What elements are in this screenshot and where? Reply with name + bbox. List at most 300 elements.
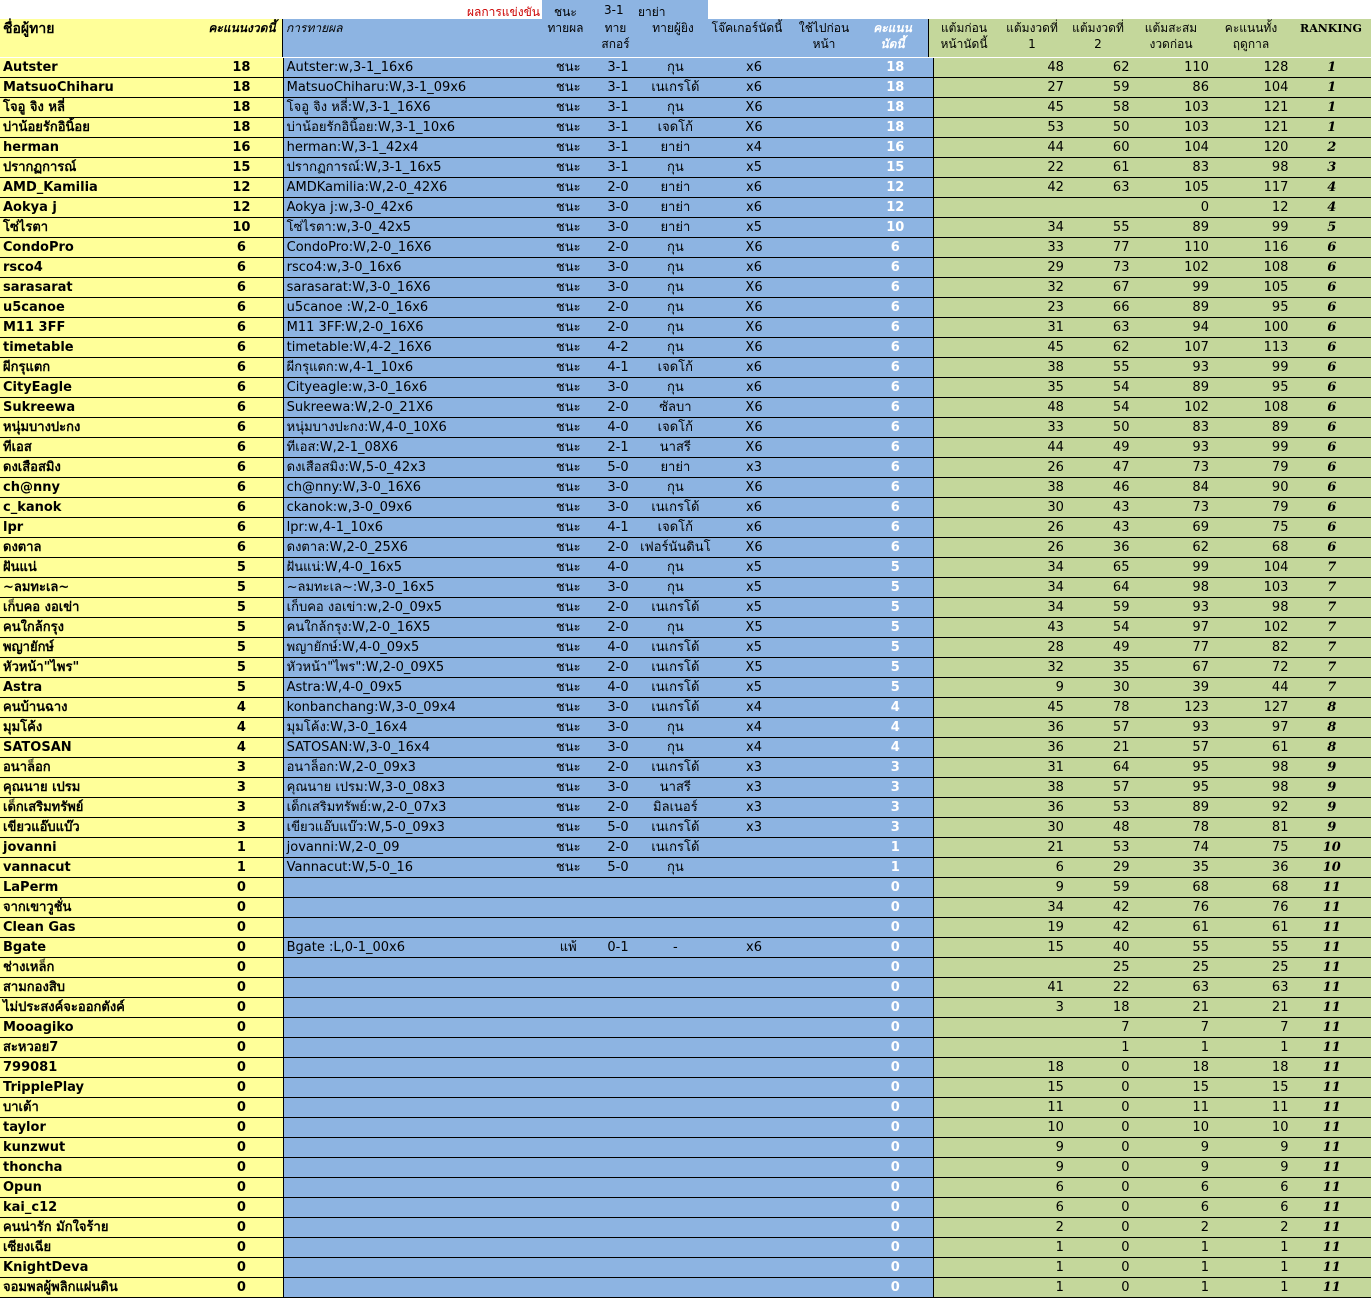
guess-scorer[interactable] bbox=[635, 1238, 715, 1258]
prediction-text[interactable]: อนาล็อก:W,2-0_09x3 bbox=[283, 758, 536, 778]
used-before[interactable] bbox=[793, 578, 858, 598]
points-this-match[interactable]: 0 bbox=[858, 958, 933, 978]
guess-scorer[interactable]: กุน bbox=[635, 278, 715, 298]
points-accumulated[interactable]: 94 bbox=[1133, 318, 1213, 338]
points-round-2[interactable]: 30 bbox=[1068, 678, 1134, 698]
season-total[interactable]: 97 bbox=[1213, 718, 1293, 738]
points-this-match[interactable]: 5 bbox=[858, 638, 933, 658]
season-total[interactable]: 102 bbox=[1213, 618, 1293, 638]
points-before-match[interactable] bbox=[933, 1118, 1002, 1138]
ranking[interactable]: 6 bbox=[1292, 298, 1371, 318]
prediction-text[interactable]: timetable:W,4-2_16X6 bbox=[283, 338, 536, 358]
points-this-round[interactable]: 0 bbox=[200, 1118, 283, 1138]
player-name[interactable]: จากเขาวูชั่น bbox=[0, 898, 200, 918]
points-this-match[interactable]: 5 bbox=[858, 678, 933, 698]
points-round-1[interactable]: 27 bbox=[1002, 78, 1068, 98]
guess-result[interactable]: ชนะ bbox=[536, 298, 601, 318]
season-total[interactable]: 75 bbox=[1213, 838, 1293, 858]
points-round-1[interactable]: 44 bbox=[1002, 438, 1068, 458]
points-this-match[interactable]: 3 bbox=[858, 818, 933, 838]
points-accumulated[interactable]: 84 bbox=[1133, 478, 1213, 498]
points-before-match[interactable] bbox=[933, 1058, 1002, 1078]
points-this-match[interactable]: 5 bbox=[858, 618, 933, 638]
points-this-match[interactable]: 6 bbox=[858, 398, 933, 418]
points-this-match[interactable]: 3 bbox=[858, 798, 933, 818]
season-total[interactable]: 1 bbox=[1213, 1278, 1293, 1298]
points-round-1[interactable]: 6 bbox=[1002, 1178, 1068, 1198]
points-this-round[interactable]: 3 bbox=[200, 818, 283, 838]
points-round-2[interactable]: 0 bbox=[1068, 1258, 1134, 1278]
prediction-text[interactable]: Astra:W,4-0_09x5 bbox=[283, 678, 536, 698]
points-this-match[interactable]: 6 bbox=[858, 298, 933, 318]
guess-score[interactable]: 5-0 bbox=[601, 858, 636, 878]
points-round-2[interactable]: 36 bbox=[1068, 538, 1134, 558]
points-accumulated[interactable]: 73 bbox=[1133, 498, 1213, 518]
guess-scorer[interactable]: นาสรี bbox=[635, 438, 715, 458]
ranking[interactable]: 6 bbox=[1292, 358, 1371, 378]
player-name[interactable]: ทีเอส bbox=[0, 438, 200, 458]
prediction-text[interactable]: MatsuoChiharu:W,3-1_09x6 bbox=[283, 78, 536, 98]
points-before-match[interactable] bbox=[933, 198, 1002, 218]
guess-score[interactable]: 4-1 bbox=[601, 358, 636, 378]
guess-score[interactable]: 2-0 bbox=[601, 618, 636, 638]
ranking[interactable]: 11 bbox=[1292, 958, 1371, 978]
ranking[interactable]: 11 bbox=[1292, 938, 1371, 958]
points-this-match[interactable]: 6 bbox=[858, 518, 933, 538]
guess-result[interactable] bbox=[536, 958, 601, 978]
prediction-text[interactable]: บ่าน้อยรักอินิ้อย:W,3-1_10x6 bbox=[283, 118, 536, 138]
points-before-match[interactable] bbox=[933, 658, 1002, 678]
prediction-text[interactable] bbox=[283, 1138, 536, 1158]
points-this-round[interactable]: 12 bbox=[200, 178, 283, 198]
player-name[interactable]: MatsuoChiharu bbox=[0, 78, 200, 98]
player-name[interactable]: ~ลมทะเล~ bbox=[0, 578, 200, 598]
points-round-2[interactable]: 63 bbox=[1068, 178, 1134, 198]
points-round-1[interactable]: 9 bbox=[1002, 678, 1068, 698]
guess-result[interactable] bbox=[536, 998, 601, 1018]
player-name[interactable]: ดงเสือสมิง bbox=[0, 458, 200, 478]
ranking[interactable]: 11 bbox=[1292, 1118, 1371, 1138]
points-accumulated[interactable]: 83 bbox=[1133, 158, 1213, 178]
points-before-match[interactable] bbox=[933, 1078, 1002, 1098]
guess-scorer[interactable]: กุน bbox=[635, 318, 715, 338]
guess-result[interactable]: แพ้ bbox=[536, 938, 601, 958]
ranking[interactable]: 11 bbox=[1292, 998, 1371, 1018]
ranking[interactable]: 8 bbox=[1292, 718, 1371, 738]
ranking[interactable]: 2 bbox=[1292, 138, 1371, 158]
points-accumulated[interactable]: 7 bbox=[1133, 1018, 1213, 1038]
points-before-match[interactable] bbox=[933, 598, 1002, 618]
ranking[interactable]: 11 bbox=[1292, 878, 1371, 898]
points-accumulated[interactable]: 107 bbox=[1133, 338, 1213, 358]
points-accumulated[interactable]: 89 bbox=[1133, 298, 1213, 318]
points-this-match[interactable]: 0 bbox=[858, 918, 933, 938]
guess-score[interactable]: 2-0 bbox=[601, 598, 636, 618]
points-round-1[interactable]: 33 bbox=[1002, 238, 1068, 258]
used-before[interactable] bbox=[793, 1118, 858, 1138]
points-this-match[interactable]: 0 bbox=[858, 1138, 933, 1158]
points-this-match[interactable]: 0 bbox=[858, 938, 933, 958]
season-total[interactable]: 116 bbox=[1213, 238, 1293, 258]
points-this-round[interactable]: 0 bbox=[200, 1158, 283, 1178]
used-before[interactable] bbox=[793, 298, 858, 318]
points-round-2[interactable]: 25 bbox=[1068, 958, 1134, 978]
points-this-match[interactable]: 6 bbox=[858, 358, 933, 378]
points-accumulated[interactable]: 10 bbox=[1133, 1118, 1213, 1138]
guess-result[interactable]: ชนะ bbox=[536, 618, 601, 638]
ranking[interactable]: 7 bbox=[1292, 678, 1371, 698]
player-name[interactable]: KnightDeva bbox=[0, 1258, 200, 1278]
season-total[interactable]: 79 bbox=[1213, 498, 1293, 518]
used-before[interactable] bbox=[793, 398, 858, 418]
points-round-1[interactable]: 9 bbox=[1002, 878, 1068, 898]
joker-multiplier[interactable] bbox=[715, 1138, 792, 1158]
points-this-round[interactable]: 4 bbox=[200, 718, 283, 738]
points-round-2[interactable]: 0 bbox=[1068, 1158, 1134, 1178]
guess-score[interactable] bbox=[601, 1058, 636, 1078]
points-accumulated[interactable]: 86 bbox=[1133, 78, 1213, 98]
points-this-round[interactable]: 6 bbox=[200, 398, 283, 418]
points-round-1[interactable]: 2 bbox=[1002, 1218, 1068, 1238]
prediction-text[interactable] bbox=[283, 918, 536, 938]
points-this-match[interactable]: 18 bbox=[858, 98, 933, 118]
joker-multiplier[interactable] bbox=[715, 1098, 792, 1118]
points-round-1[interactable]: 34 bbox=[1002, 558, 1068, 578]
points-accumulated[interactable]: 39 bbox=[1133, 678, 1213, 698]
points-this-round[interactable]: 0 bbox=[200, 1178, 283, 1198]
ranking[interactable]: 7 bbox=[1292, 578, 1371, 598]
points-round-2[interactable]: 62 bbox=[1068, 58, 1134, 78]
guess-result[interactable]: ชนะ bbox=[536, 438, 601, 458]
points-before-match[interactable] bbox=[933, 1138, 1002, 1158]
guess-scorer[interactable]: เจดโก้ bbox=[635, 358, 715, 378]
guess-result[interactable] bbox=[536, 1158, 601, 1178]
points-round-2[interactable]: 54 bbox=[1068, 398, 1134, 418]
guess-result[interactable]: ชนะ bbox=[536, 558, 601, 578]
guess-result[interactable]: ชนะ bbox=[536, 818, 601, 838]
points-round-2[interactable]: 62 bbox=[1068, 338, 1134, 358]
points-this-match[interactable]: 15 bbox=[858, 158, 933, 178]
points-round-1[interactable]: 43 bbox=[1002, 618, 1068, 638]
guess-score[interactable]: 2-0 bbox=[601, 658, 636, 678]
ranking[interactable]: 10 bbox=[1292, 858, 1371, 878]
guess-scorer[interactable]: เนเกรโด้ bbox=[635, 638, 715, 658]
points-accumulated[interactable]: 9 bbox=[1133, 1138, 1213, 1158]
season-total[interactable]: 117 bbox=[1213, 178, 1293, 198]
points-this-round[interactable]: 6 bbox=[200, 538, 283, 558]
prediction-text[interactable] bbox=[283, 1218, 536, 1238]
points-round-1[interactable]: 53 bbox=[1002, 118, 1068, 138]
joker-multiplier[interactable] bbox=[715, 1018, 792, 1038]
points-this-match[interactable]: 0 bbox=[858, 898, 933, 918]
ranking[interactable]: 4 bbox=[1292, 178, 1371, 198]
ranking[interactable]: 1 bbox=[1292, 78, 1371, 98]
points-round-1[interactable]: 23 bbox=[1002, 298, 1068, 318]
player-name[interactable]: kunzwut bbox=[0, 1138, 200, 1158]
ranking[interactable]: 11 bbox=[1292, 1218, 1371, 1238]
used-before[interactable] bbox=[793, 798, 858, 818]
used-before[interactable] bbox=[793, 98, 858, 118]
ranking[interactable]: 6 bbox=[1292, 378, 1371, 398]
guess-score[interactable]: 2-0 bbox=[601, 758, 636, 778]
guess-scorer[interactable]: เนเกรโด้ bbox=[635, 818, 715, 838]
points-accumulated[interactable]: 99 bbox=[1133, 558, 1213, 578]
points-round-2[interactable]: 43 bbox=[1068, 498, 1134, 518]
points-round-1[interactable]: 34 bbox=[1002, 898, 1068, 918]
points-before-match[interactable] bbox=[933, 298, 1002, 318]
season-total[interactable]: 44 bbox=[1213, 678, 1293, 698]
points-round-2[interactable]: 64 bbox=[1068, 578, 1134, 598]
season-total[interactable]: 100 bbox=[1213, 318, 1293, 338]
prediction-text[interactable]: Aokya j:w,3-0_42x6 bbox=[283, 198, 536, 218]
player-name[interactable]: kai_c12 bbox=[0, 1198, 200, 1218]
points-round-1[interactable]: 33 bbox=[1002, 418, 1068, 438]
guess-score[interactable]: 2-0 bbox=[601, 798, 636, 818]
points-this-match[interactable]: 4 bbox=[858, 738, 933, 758]
prediction-text[interactable] bbox=[283, 978, 536, 998]
joker-multiplier[interactable]: x4 bbox=[715, 138, 792, 158]
points-before-match[interactable] bbox=[933, 478, 1002, 498]
points-this-round[interactable]: 16 bbox=[200, 138, 283, 158]
ranking[interactable]: 7 bbox=[1292, 618, 1371, 638]
ranking[interactable]: 11 bbox=[1292, 1058, 1371, 1078]
prediction-text[interactable]: lpr:w,4-1_10x6 bbox=[283, 518, 536, 538]
points-round-2[interactable]: 0 bbox=[1068, 1238, 1134, 1258]
ranking[interactable]: 11 bbox=[1292, 1018, 1371, 1038]
points-this-round[interactable]: 5 bbox=[200, 578, 283, 598]
used-before[interactable] bbox=[793, 1038, 858, 1058]
ranking[interactable]: 6 bbox=[1292, 538, 1371, 558]
guess-result[interactable] bbox=[536, 1198, 601, 1218]
guess-scorer[interactable] bbox=[635, 1078, 715, 1098]
guess-result[interactable]: ชนะ bbox=[536, 738, 601, 758]
points-before-match[interactable] bbox=[933, 978, 1002, 998]
points-round-2[interactable]: 59 bbox=[1068, 598, 1134, 618]
player-name[interactable]: taylor bbox=[0, 1118, 200, 1138]
points-before-match[interactable] bbox=[933, 558, 1002, 578]
player-name[interactable]: คุณนาย เปรม bbox=[0, 778, 200, 798]
guess-result[interactable] bbox=[536, 1058, 601, 1078]
points-round-1[interactable] bbox=[1002, 1038, 1068, 1058]
points-round-1[interactable]: 19 bbox=[1002, 918, 1068, 938]
guess-scorer[interactable]: ซัลบา bbox=[635, 398, 715, 418]
points-this-round[interactable]: 0 bbox=[200, 1198, 283, 1218]
points-this-round[interactable]: 18 bbox=[200, 118, 283, 138]
used-before[interactable] bbox=[793, 78, 858, 98]
season-total[interactable]: 76 bbox=[1213, 898, 1293, 918]
points-round-2[interactable]: 50 bbox=[1068, 118, 1134, 138]
player-name[interactable]: LaPerm bbox=[0, 878, 200, 898]
ranking[interactable]: 6 bbox=[1292, 318, 1371, 338]
ranking[interactable]: 6 bbox=[1292, 338, 1371, 358]
player-name[interactable]: TripplePlay bbox=[0, 1078, 200, 1098]
points-round-1[interactable]: 31 bbox=[1002, 758, 1068, 778]
season-total[interactable]: 21 bbox=[1213, 998, 1293, 1018]
guess-result[interactable]: ชนะ bbox=[536, 798, 601, 818]
points-accumulated[interactable]: 95 bbox=[1133, 758, 1213, 778]
used-before[interactable] bbox=[793, 1198, 858, 1218]
guess-score[interactable] bbox=[601, 1238, 636, 1258]
season-total[interactable]: 99 bbox=[1213, 358, 1293, 378]
points-accumulated[interactable]: 95 bbox=[1133, 778, 1213, 798]
points-round-2[interactable]: 59 bbox=[1068, 78, 1134, 98]
guess-scorer[interactable]: กุน bbox=[635, 718, 715, 738]
joker-multiplier[interactable] bbox=[715, 1058, 792, 1078]
guess-scorer[interactable]: กุน bbox=[635, 298, 715, 318]
points-round-2[interactable]: 40 bbox=[1068, 938, 1134, 958]
used-before[interactable] bbox=[793, 838, 858, 858]
joker-multiplier[interactable]: x4 bbox=[715, 738, 792, 758]
joker-multiplier[interactable]: x6 bbox=[715, 178, 792, 198]
points-accumulated[interactable]: 123 bbox=[1133, 698, 1213, 718]
prediction-text[interactable]: CondoPro:W,2-0_16X6 bbox=[283, 238, 536, 258]
points-this-round[interactable]: 0 bbox=[200, 1238, 283, 1258]
points-accumulated[interactable]: 1 bbox=[1133, 1258, 1213, 1278]
joker-multiplier[interactable]: X5 bbox=[715, 618, 792, 638]
points-round-1[interactable]: 34 bbox=[1002, 598, 1068, 618]
points-before-match[interactable] bbox=[933, 698, 1002, 718]
points-accumulated[interactable]: 18 bbox=[1133, 1058, 1213, 1078]
points-round-2[interactable]: 21 bbox=[1068, 738, 1134, 758]
player-name[interactable]: คนบ้านฉาง bbox=[0, 698, 200, 718]
points-this-match[interactable]: 0 bbox=[858, 1278, 933, 1298]
used-before[interactable] bbox=[793, 1258, 858, 1278]
points-this-round[interactable]: 3 bbox=[200, 758, 283, 778]
joker-multiplier[interactable]: x3 bbox=[715, 778, 792, 798]
player-name[interactable]: โจอู จิง หลี่ bbox=[0, 98, 200, 118]
joker-multiplier[interactable]: x6 bbox=[715, 498, 792, 518]
joker-multiplier[interactable] bbox=[715, 838, 792, 858]
guess-scorer[interactable] bbox=[635, 1198, 715, 1218]
ranking[interactable]: 3 bbox=[1292, 158, 1371, 178]
guess-scorer[interactable]: ยาย่า bbox=[635, 458, 715, 478]
points-this-match[interactable]: 0 bbox=[858, 998, 933, 1018]
guess-scorer[interactable]: เนเกรโด้ bbox=[635, 598, 715, 618]
ranking[interactable]: 6 bbox=[1292, 518, 1371, 538]
season-total[interactable]: 1 bbox=[1213, 1238, 1293, 1258]
ranking[interactable]: 11 bbox=[1292, 1238, 1371, 1258]
prediction-text[interactable]: Cityeagle:w,3-0_16x6 bbox=[283, 378, 536, 398]
points-round-2[interactable]: 29 bbox=[1068, 858, 1134, 878]
points-before-match[interactable] bbox=[933, 78, 1002, 98]
used-before[interactable] bbox=[793, 598, 858, 618]
season-total[interactable]: 72 bbox=[1213, 658, 1293, 678]
guess-result[interactable] bbox=[536, 1258, 601, 1278]
points-before-match[interactable] bbox=[933, 878, 1002, 898]
points-round-2[interactable]: 64 bbox=[1068, 758, 1134, 778]
prediction-text[interactable] bbox=[283, 1258, 536, 1278]
used-before[interactable] bbox=[793, 918, 858, 938]
points-round-2[interactable]: 0 bbox=[1068, 1278, 1134, 1298]
points-before-match[interactable] bbox=[933, 898, 1002, 918]
used-before[interactable] bbox=[793, 638, 858, 658]
player-name[interactable]: Opun bbox=[0, 1178, 200, 1198]
season-total[interactable]: 98 bbox=[1213, 598, 1293, 618]
points-round-1[interactable]: 22 bbox=[1002, 158, 1068, 178]
points-round-1[interactable]: 11 bbox=[1002, 1098, 1068, 1118]
player-name[interactable]: jovanni bbox=[0, 838, 200, 858]
prediction-text[interactable]: ผีกรุแตก:w,4-1_10x6 bbox=[283, 358, 536, 378]
guess-result[interactable] bbox=[536, 1098, 601, 1118]
points-this-match[interactable]: 12 bbox=[858, 178, 933, 198]
points-before-match[interactable] bbox=[933, 1218, 1002, 1238]
player-name[interactable]: สะหวอย7 bbox=[0, 1038, 200, 1058]
player-name[interactable]: rsco4 bbox=[0, 258, 200, 278]
points-round-2[interactable] bbox=[1068, 198, 1134, 218]
ranking[interactable]: 7 bbox=[1292, 558, 1371, 578]
player-name[interactable]: vannacut bbox=[0, 858, 200, 878]
guess-score[interactable]: 3-0 bbox=[601, 718, 636, 738]
guess-result[interactable]: ชนะ bbox=[536, 758, 601, 778]
joker-multiplier[interactable]: x3 bbox=[715, 798, 792, 818]
points-accumulated[interactable]: 110 bbox=[1133, 58, 1213, 78]
guess-scorer[interactable] bbox=[635, 918, 715, 938]
ranking[interactable]: 4 bbox=[1292, 198, 1371, 218]
guess-result[interactable]: ชนะ bbox=[536, 458, 601, 478]
points-this-match[interactable]: 0 bbox=[858, 1118, 933, 1138]
joker-multiplier[interactable]: X6 bbox=[715, 398, 792, 418]
season-total[interactable]: 99 bbox=[1213, 218, 1293, 238]
season-total[interactable]: 63 bbox=[1213, 978, 1293, 998]
points-this-round[interactable]: 0 bbox=[200, 1138, 283, 1158]
points-this-round[interactable]: 6 bbox=[200, 258, 283, 278]
points-this-round[interactable]: 0 bbox=[200, 1258, 283, 1278]
joker-multiplier[interactable]: x5 bbox=[715, 638, 792, 658]
points-round-1[interactable]: 1 bbox=[1002, 1258, 1068, 1278]
guess-scorer[interactable] bbox=[635, 1178, 715, 1198]
guess-score[interactable]: 5-0 bbox=[601, 458, 636, 478]
points-round-2[interactable]: 18 bbox=[1068, 998, 1134, 1018]
season-total[interactable]: 104 bbox=[1213, 78, 1293, 98]
guess-scorer[interactable] bbox=[635, 1158, 715, 1178]
points-round-1[interactable]: 45 bbox=[1002, 98, 1068, 118]
points-before-match[interactable] bbox=[933, 58, 1002, 78]
used-before[interactable] bbox=[793, 1178, 858, 1198]
points-round-2[interactable]: 54 bbox=[1068, 378, 1134, 398]
prediction-text[interactable]: เก็บคอ งอเข่า:w,2-0_09x5 bbox=[283, 598, 536, 618]
points-this-match[interactable]: 6 bbox=[858, 418, 933, 438]
points-accumulated[interactable]: 25 bbox=[1133, 958, 1213, 978]
guess-result[interactable]: ชนะ bbox=[536, 78, 601, 98]
season-total[interactable]: 1 bbox=[1213, 1038, 1293, 1058]
prediction-text[interactable] bbox=[283, 1078, 536, 1098]
player-name[interactable]: เก็บคอ งอเข่า bbox=[0, 598, 200, 618]
player-name[interactable]: thoncha bbox=[0, 1158, 200, 1178]
joker-multiplier[interactable]: X6 bbox=[715, 338, 792, 358]
points-accumulated[interactable]: 89 bbox=[1133, 798, 1213, 818]
points-before-match[interactable] bbox=[933, 358, 1002, 378]
guess-score[interactable]: 3-0 bbox=[601, 378, 636, 398]
points-this-round[interactable]: 6 bbox=[200, 498, 283, 518]
guess-score[interactable] bbox=[601, 1118, 636, 1138]
season-total[interactable]: 98 bbox=[1213, 778, 1293, 798]
guess-result[interactable]: ชนะ bbox=[536, 778, 601, 798]
ranking[interactable]: 6 bbox=[1292, 438, 1371, 458]
points-round-2[interactable]: 42 bbox=[1068, 918, 1134, 938]
used-before[interactable] bbox=[793, 958, 858, 978]
season-total[interactable]: 75 bbox=[1213, 518, 1293, 538]
guess-scorer[interactable]: ยาย่า bbox=[635, 178, 715, 198]
points-round-2[interactable]: 0 bbox=[1068, 1058, 1134, 1078]
ranking[interactable]: 9 bbox=[1292, 758, 1371, 778]
player-name[interactable]: Astra bbox=[0, 678, 200, 698]
guess-scorer[interactable] bbox=[635, 998, 715, 1018]
points-round-2[interactable]: 48 bbox=[1068, 818, 1134, 838]
guess-score[interactable] bbox=[601, 1258, 636, 1278]
prediction-text[interactable] bbox=[283, 1158, 536, 1178]
points-before-match[interactable] bbox=[933, 818, 1002, 838]
ranking[interactable]: 6 bbox=[1292, 418, 1371, 438]
